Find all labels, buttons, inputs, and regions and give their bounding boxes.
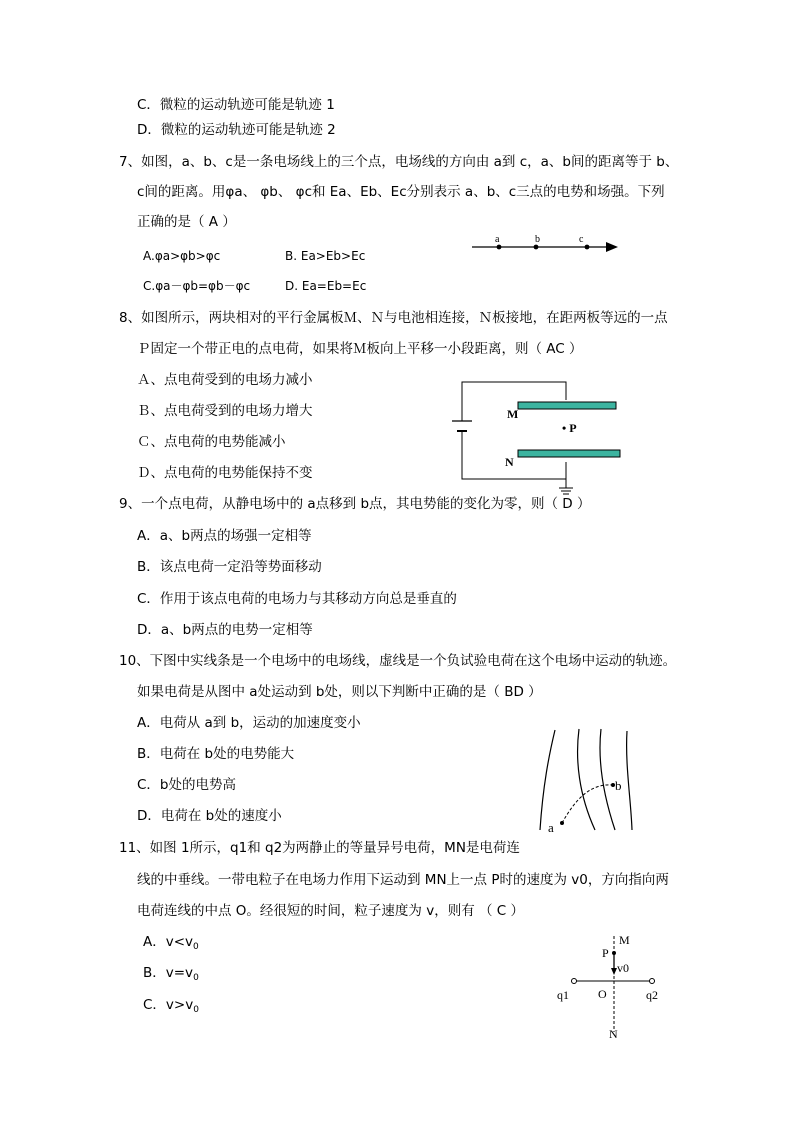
q9-stem-line-1: 9、一个点电荷，从静电场中的 a点移到 b点，其电势能的变化为零，则（ D ） — [119, 496, 591, 512]
q8-option-c: Ｃ、点电荷的电势能减小 — [137, 434, 286, 450]
plate-n — [518, 450, 620, 457]
field-line-3 — [600, 729, 615, 830]
option-b-subscript: 0 — [193, 973, 199, 983]
label-q2: q2 — [646, 988, 658, 1002]
q11-option-a — [143, 933, 199, 951]
q6-option-d: D．微粒的运动轨迹可能是轨迹 2 — [137, 122, 336, 138]
charge-q1 — [572, 979, 577, 984]
q10-stem-line-2: 如果电荷是从图中 a处运动到 b处，则以下判断中正确的是（ BD ） — [137, 684, 542, 700]
label-c: c — [579, 234, 584, 245]
option-c-subscript: 0 — [193, 1005, 199, 1015]
q11-stem-line-2: 线的中垂线。一带电粒子在电场力作用下运动到 MN上一点 P时的速度为 v0，方向指向两 — [137, 872, 669, 888]
q10-option-d: D．电荷在 b处的速度小 — [137, 808, 282, 824]
point-a-dot — [497, 245, 502, 250]
q7-stem-line-3: 正确的是（ A ） — [137, 214, 236, 230]
point-a-dot — [560, 821, 564, 825]
label-o: O — [598, 987, 607, 1001]
q11-option-c — [143, 996, 199, 1014]
label-b: b — [535, 234, 540, 245]
q11-option-b — [143, 964, 199, 982]
field-direction-arrow — [606, 242, 618, 252]
q10-field-lines-figure — [535, 725, 645, 835]
option-c-text: C．v>v — [143, 997, 194, 1013]
q8-option-b: Ｂ、点电荷受到的电场力增大 — [137, 403, 313, 419]
field-line-1 — [540, 730, 555, 830]
q7-option-b: B. Ea>Eb>Ec — [285, 249, 366, 263]
q8-capacitor-figure — [448, 378, 628, 500]
q8-stem-line-2: Ｐ固定一个带正电的点电荷，如果将Ｍ板向上平移一小段距离，则（ AC ） — [137, 341, 583, 357]
q11-dipole-figure — [552, 928, 672, 1040]
label-q1: q1 — [557, 988, 569, 1002]
trajectory-path — [562, 785, 613, 823]
plate-m — [518, 402, 616, 409]
label-n: N — [609, 1027, 618, 1040]
q9-option-a: A．a、b两点的场强一定相等 — [137, 528, 312, 544]
field-line-4 — [627, 731, 632, 830]
label-a: a — [495, 234, 500, 245]
label-m: M — [507, 407, 519, 421]
q10-option-a: A．电荷从 a到 b，运动的加速度变小 — [137, 715, 361, 731]
q10-option-c: C．b处的电势高 — [137, 777, 236, 793]
label-p: P — [602, 946, 609, 960]
q8-option-a: Ａ、点电荷受到的电场力减小 — [137, 372, 313, 388]
option-a-subscript: 0 — [193, 942, 199, 952]
q7-option-d: D. Ea=Eb=Ec — [285, 279, 367, 293]
q11-stem-line-1: 11、如图 1所示，q1和 q2为两静止的等量异号电荷，MN是电荷连 — [119, 840, 520, 856]
q7-option-c: C.φa－φb=φb－φc — [143, 279, 251, 293]
point-c-dot — [585, 245, 590, 250]
point-b-dot — [534, 245, 539, 250]
q7-field-line-figure — [468, 230, 628, 260]
label-a: a — [548, 820, 554, 835]
field-line-2 — [578, 729, 595, 830]
q10-stem-line-1: 10、下图中实线条是一个电场中的电场线，虚线是一个负试验电荷在这个电场中运动的轨迹。 — [119, 653, 677, 669]
q6-option-c: C．微粒的运动轨迹可能是轨迹 1 — [137, 97, 335, 113]
q8-option-d: Ｄ、点电荷的电势能保持不变 — [137, 465, 313, 481]
label-n: N — [505, 455, 514, 469]
q7-stem-line-1: 7、如图，a、b、c是一条电场线上的三个点，电场线的方向由 a到 c，a、b间的距离等于 b、 — [119, 154, 679, 170]
q10-option-b: B．电荷在 b处的电势能大 — [137, 746, 295, 762]
q8-stem-line-1: 8、如图所示，两块相对的平行金属板Ｍ、Ｎ与电池相连接，Ｎ板接地，在距两板等远的一点 — [119, 310, 668, 326]
label-v0: v0 — [617, 961, 629, 975]
q9-option-c: C．作用于该点电荷的电场力与其移动方向总是垂直的 — [137, 591, 457, 607]
q9-option-b: B．该点电荷一定沿等势面移动 — [137, 559, 322, 575]
point-p-label: • P — [562, 421, 577, 435]
q7-option-a: A.φa>φb>φc — [143, 249, 221, 263]
option-a-text: A．v<v — [143, 934, 194, 950]
charge-q2 — [650, 979, 655, 984]
label-m: M — [619, 933, 630, 947]
label-b: b — [615, 778, 622, 793]
option-b-text: B．v=v — [143, 965, 194, 981]
q11-stem-line-3: 电荷连线的中点 O。经很短的时间，粒子速度为 v，则有 （ C ） — [137, 903, 524, 919]
q9-option-d: D．a、b两点的电势一定相等 — [137, 622, 313, 638]
q7-stem-line-2: c间的距离。用φa、 φb、 φc和 Ea、Eb、Ec分别表示 a、b、c三点的电势和场强。下列 — [137, 184, 665, 200]
